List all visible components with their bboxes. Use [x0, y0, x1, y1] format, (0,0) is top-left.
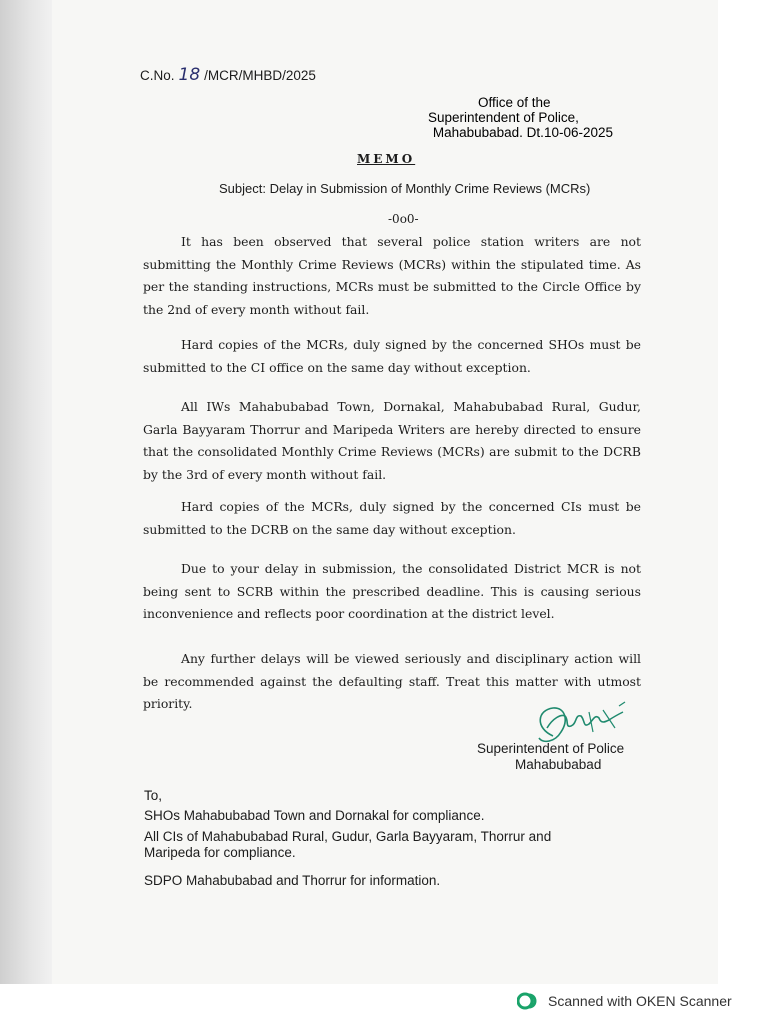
- office-line-1: Office of the: [478, 95, 551, 110]
- scan-shadow: [0, 0, 52, 984]
- scanner-watermark: [517, 991, 732, 1011]
- recipient-3: SDPO Mahabubabad and Thorrur for information.: [144, 873, 441, 888]
- paragraph-3: All IWs Mahabubabad Town, Dornakal, Mahabubabad Rural, Gudur, Garla Bayyaram Thorrur and Maripeda Writers are hereby directed to ensure that the consolidated Monthly Crime Reviews (MCRs) are submit to the DCRB by the 3rd of every month without fail.: [143, 399, 641, 482]
- paragraph-2: Hard copies of the MCRs, duly signed by the concerned SHOs must be submitted to the CI office on the same day without exception.: [143, 337, 641, 375]
- recipients-to: To,: [144, 788, 163, 803]
- subject-line: Subject: Delay in Submission of Monthly Crime Reviews (MCRs): [219, 181, 591, 196]
- separator: -0o0-: [388, 212, 419, 226]
- office-line-3: Mahabubabad. Dt.10-06-2025: [432, 125, 613, 140]
- office-address: [408, 95, 613, 140]
- paragraph-5: Due to your delay in submission, the consolidated District MCR is not being sent to SCRB within the prescribed deadline. This is causing serious inconvenience and reflects poor coordination at the district level.: [143, 561, 641, 621]
- paragraph-4: Hard copies of the MCRs, duly signed by the concerned CIs must be submitted to the DCRB on the same day without exception.: [143, 499, 641, 537]
- recipient-2: All CIs of Mahabubabad Rural, Gudur, Garla Bayyaram, Thorrur and: [144, 829, 552, 844]
- cno-prefix: C.No.: [140, 68, 175, 83]
- signatory-location: Mahabubabad: [515, 757, 602, 772]
- office-line-2: Superintendent of Police,: [428, 110, 579, 125]
- paragraph-6: Any further delays will be viewed seriously and disciplinary action will be recommended against the defaulting staff. Treat this matter with utmost priority.: [143, 651, 641, 711]
- recipient-2-cont: Maripeda for compliance.: [144, 845, 296, 860]
- recipient-1: SHOs Mahabubabad Town and Dornakal for compliance.: [144, 808, 485, 823]
- memo-title: MEMO: [357, 152, 416, 166]
- scanner-logo-icon: [517, 991, 539, 1011]
- circular-number: [140, 65, 316, 85]
- scanner-label: Scanned with OKEN Scanner: [548, 993, 732, 1009]
- recipients-block: [144, 788, 624, 894]
- cno-handwritten-number: 18: [178, 65, 201, 85]
- signatory-title: Superintendent of Police: [477, 741, 625, 756]
- cno-suffix: /MCR/MHBD/2025: [204, 68, 316, 83]
- paragraph-1: It has been observed that several police station writers are not submitting the Monthly Crime Reviews (MCRs) within the stipulated time. As per the standing instructions, MCRs must be submitted to the Circle Office by the 2nd of every month without fail.: [143, 234, 641, 317]
